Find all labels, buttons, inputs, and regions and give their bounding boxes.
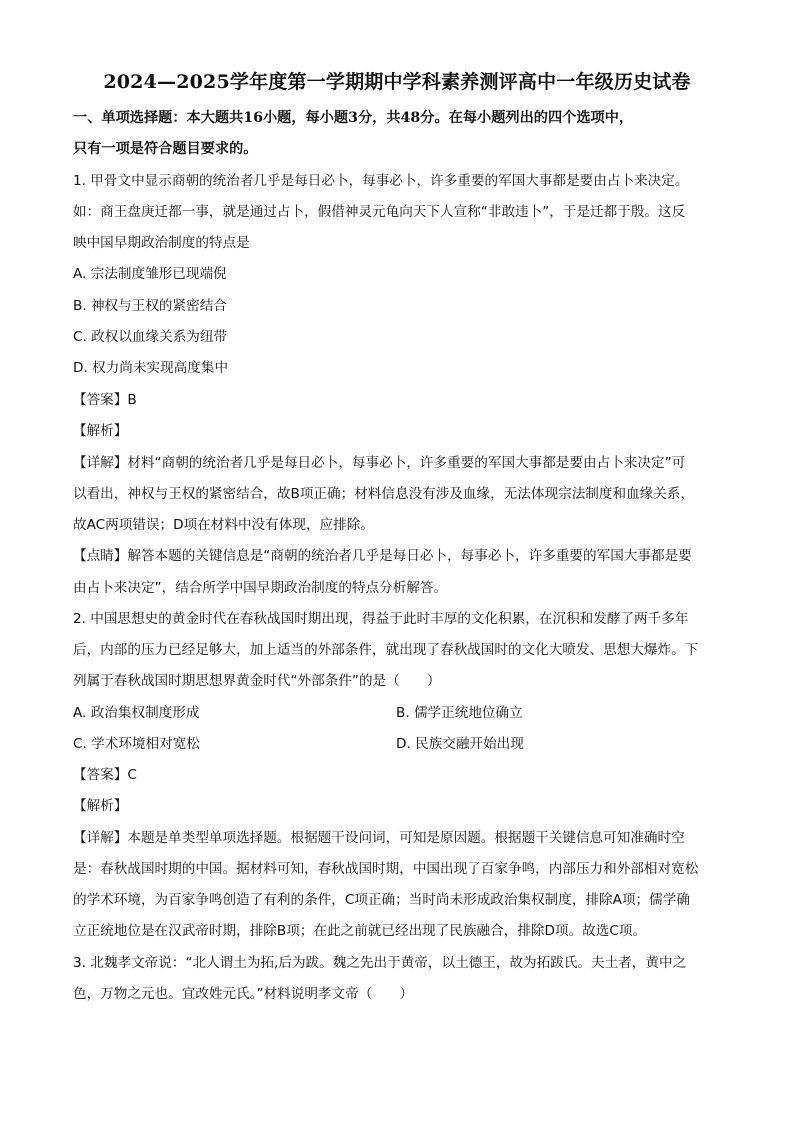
- q1-tip-line-2: 由占卜来决定”，结合所学中国早期政治制度的特点分析解答。: [73, 580, 448, 596]
- q2-option-d: D. 民族交融开始出现: [396, 736, 524, 752]
- q2-option-c: C. 学术环境相对宽松: [73, 736, 200, 752]
- q3-stem-line-2: 色，万物之元也。宜改姓元氏。”材料说明孝文帝（ ）: [73, 986, 414, 1002]
- q2-detail-line-2: 是：春秋战国时期的中国。据材料可知，春秋战国时期，中国出现了百家争鸣，内部压力和外部相对宽松: [73, 861, 699, 877]
- page-title: 2024—2025学年度第一学期期中学科素养测评高中一年级历史试卷: [103, 71, 691, 93]
- section-heading-line-1: 一、单项选择题：本大题共16小题，每小题3分，共48分。在每小题列出的四个选项中，: [73, 110, 634, 126]
- q1-detail-line-1: 【详解】材料“商朝的统治者几乎是每日必卜，每事必卜，许多重要的军国大事都是要由占卜来决定”可: [73, 455, 686, 471]
- q2-answer: 【答案】C: [73, 767, 137, 783]
- q1-analysis-label: 【解析】: [73, 423, 128, 439]
- q2-options-row-2: [73, 734, 723, 754]
- q2-options-row-1: [73, 703, 723, 723]
- q1-answer: 【答案】B: [73, 392, 137, 408]
- q1-detail-line-2: 以看出，神权与王权的紧密结合，故B项正确；材料信息没有涉及血缘，无法体现宗法制度和血缘关系，: [73, 486, 695, 502]
- section-heading-line-2: 只有一项是符合题目要求的。: [73, 141, 258, 157]
- q1-option-d: D. 权力尚未实现高度集中: [73, 360, 229, 376]
- q2-stem-line-3: 列属于春秋战国时期思想界黄金时代“外部条件”的是（ ）: [73, 673, 441, 689]
- q2-stem-line-2: 后，内部的压力已经足够大，加上适当的外部条件，就出现了春秋战国时的文化大喷发、思想大爆炸。下: [73, 642, 699, 658]
- q1-option-b: B. 神权与王权的紧密结合: [73, 298, 227, 314]
- q1-detail-line-3: 故AC两项错误；D项在材料中没有体现，应排除。: [73, 517, 374, 533]
- q2-option-a: A. 政治集权制度形成: [73, 705, 200, 721]
- q1-option-c: C. 政权以血缘关系为纽带: [73, 329, 228, 345]
- q1-option-a: A. 宗法制度雏形已现端倪: [73, 266, 227, 282]
- q2-detail-line-4: 立正统地位是在汉武帝时期，排除B项；在此之前就已经出现了民族融合，排除D项。故选C项。: [73, 923, 647, 939]
- q1-stem-line-1: 1. 甲骨文中显示商朝的统治者几乎是每日必卜，每事必卜，许多重要的军国大事都是要由占卜来决定。: [73, 173, 689, 189]
- q1-stem-line-2: 如：商王盘庚迁都一事，就是通过占卜，假借神灵元龟向天下人宣称“非敢违卜”，于是迁都于殷。这反: [73, 204, 686, 220]
- q1-stem-line-3: 映中国早期政治制度的特点是: [73, 235, 250, 251]
- q2-detail-line-1: 【详解】本题是单类型单项选择题。根据题干设问词，可知是原因题。根据题干关键信息可知准确时空: [73, 830, 685, 846]
- q2-stem-line-1: 2. 中国思想史的黄金时代在春秋战国时期出现，得益于此时丰厚的文化积累，在沉积和发酵了两千多年: [73, 611, 689, 627]
- q2-analysis-label: 【解析】: [73, 798, 128, 814]
- q3-stem-line-1: 3. 北魏孝文帝说：“北人谓土为拓,后为跋。魏之先出于黄帝，以土德王，故为拓跋氏。夫土者，黄中之: [73, 955, 687, 971]
- q1-tip-line-1: 【点睛】解答本题的关键信息是“商朝的统治者几乎是每日必卜，每事必卜，许多重要的军国大事都是要: [73, 548, 692, 564]
- q2-detail-line-3: 的学术环境，为百家争鸣创造了有利的条件，C项正确；当时尚未形成政治集权制度，排除A项；儒学确: [73, 892, 690, 908]
- q2-option-b: B. 儒学正统地位确立: [396, 705, 523, 721]
